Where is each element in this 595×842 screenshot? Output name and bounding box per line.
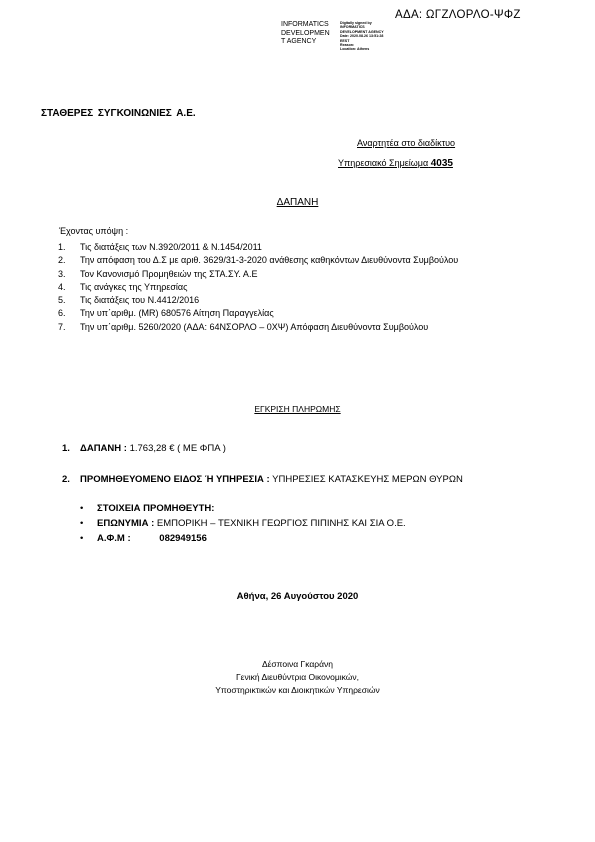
stamp-detail-line: Date: 2020.08.26 13:51:28 bbox=[340, 34, 384, 39]
company-name: ΣΤΑΘΕΡΕΣ ΣΥΓΚΟΙΝΩΝΙΕΣ Α.Ε. bbox=[41, 108, 196, 119]
signatory-name: Δέσποινα Γκαράνη bbox=[261, 659, 334, 669]
expense-label: ΔΑΠΑΝΗ : bbox=[80, 443, 127, 454]
stamp-line: DEVELOPMEN bbox=[281, 29, 330, 37]
tax-id-label: Α.Φ.Μ : bbox=[97, 533, 131, 544]
list-item: 3. Τον Κανονισμό Προμηθειών της ΣΤΑ.ΣΥ. Α.Ε bbox=[58, 268, 258, 279]
list-item: 1. Τις διατάξεις των Ν.3920/2011 & Ν.1454/2011 bbox=[58, 242, 262, 252]
expense-amount: 1. ΔΑΠΑΝΗ : 1.763,28 € ( ΜΕ ΦΠΑ ) bbox=[62, 443, 226, 454]
stamp-line: T AGENCY bbox=[281, 38, 317, 45]
document-date: Αθήνα, 26 Αυγούστου 2020 bbox=[236, 591, 359, 602]
signatory-department: Υποστηρικτικών και Διοικητικών Υπηρεσιών bbox=[215, 685, 380, 695]
page-title: ΔΑΠΑΝΗ bbox=[276, 197, 319, 208]
procured-item-value: ΥΠΗΡΕΣΙΕΣ ΚΑΤΑΣΚΕΥΗΣ ΜΕΡΩΝ ΘΥΡΩΝ bbox=[272, 474, 463, 485]
supplier-name-value: ΕΜΠΟΡΙΚΗ – ΤΕΧΝΙΚΗ ΓΕΩΡΓΙΟΣ ΠΙΠΙΝΗΣ ΚΑΙ ΣΙΑ Ο.Ε. bbox=[156, 518, 406, 529]
posted-online-note: Αναρτητέα στο διαδίκτυο bbox=[357, 138, 456, 148]
stamp-detail-line: Digitally signed by bbox=[340, 21, 372, 25]
service-note-label: Υπηρεσιακό Σημείωμα bbox=[338, 158, 429, 168]
service-note-number: 4035 bbox=[430, 158, 453, 169]
supplier-name-label: ΕΠΩΝΥΜΙΑ : bbox=[97, 518, 155, 529]
procured-item-label: ΠΡΟΜΗΘΕΥΟΜΕΝΟ ΕΙΔΟΣ Ή ΥΠΗΡΕΣΙΑ : bbox=[80, 474, 270, 485]
stamp-line: INFORMATICS bbox=[281, 21, 329, 28]
expense-value: 1.763,28 € ( ΜΕ ΦΠΑ ) bbox=[129, 443, 226, 454]
tax-id-value: 082949156 bbox=[159, 533, 207, 544]
list-item: 2. Την απόφαση του Δ.Σ με αριθ. 3629/31-3-2020 ανάθεσης καθηκόντων Διευθύνοντα Συμβούλου bbox=[58, 255, 459, 266]
list-item: 5. Τις διατάξεις του Ν.4412/2016 bbox=[58, 295, 200, 306]
signatory-title: Γενική Διευθύντρια Οικονομικών, bbox=[236, 672, 359, 682]
stamp-detail-line: INFORMATICS bbox=[340, 25, 365, 30]
approval-title: ΕΓΚΡΙΣΗ ΠΛΗΡΩΜΗΣ bbox=[254, 404, 341, 414]
stamp-detail-line: Reason: bbox=[340, 43, 355, 48]
stamp-detail-line: Location: Athens bbox=[340, 47, 370, 52]
list-item: 7. Την υπ΄αριθμ. 5260/2020 (ΑΔΑ: 64ΝΣΟΡΛΟ – 0ΧΨ) Απόφαση Διευθύνοντα Συμβούλου bbox=[58, 321, 429, 332]
supplier-name: • ΕΠΩΝΥΜΙΑ : ΕΜΠΟΡΙΚΗ – ΤΕΧΝΙΚΗ ΓΕΩΡΓΙΟΣ ΠΙΠΙΝΗΣ ΚΑΙ ΣΙΑ Ο.Ε. bbox=[80, 518, 406, 529]
considerations-intro: Έχοντας υπόψη : bbox=[59, 226, 129, 236]
supplier-heading: • ΣΤΟΙΧΕΙΑ ΠΡΟΜΗΘΕΥΤΗ: bbox=[80, 503, 215, 514]
digital-signature-stamp bbox=[281, 21, 330, 47]
procured-item: 2. ΠΡΟΜΗΘΕΥΟΜΕΝΟ ΕΙΔΟΣ Ή ΥΠΗΡΕΣΙΑ : ΥΠΗΡΕΣΙΕΣ ΚΑΤΑΣΚΕΥΗΣ ΜΕΡΩΝ ΘΥΡΩΝ bbox=[62, 474, 463, 485]
list-item: 4. Τις ανάγκες της Υπηρεσίας bbox=[58, 281, 188, 292]
supplier-tax-id: • Α.Φ.Μ : 082949156 bbox=[80, 533, 207, 544]
digital-signature-details bbox=[340, 21, 384, 52]
list-item: 6. Την υπ΄αριθμ. (MR) 680576 Αίτηση Παραγγελίας bbox=[58, 308, 274, 319]
stamp-detail-line: EEST bbox=[340, 38, 350, 43]
ada-code: ΑΔΑ: ΩΓΖΛΟΡΛΟ-ΨΦΖ bbox=[395, 9, 521, 21]
considerations-list bbox=[58, 241, 528, 334]
stamp-detail-line: DEVELOPMENT AGENCY bbox=[340, 29, 384, 34]
service-note bbox=[338, 158, 453, 169]
